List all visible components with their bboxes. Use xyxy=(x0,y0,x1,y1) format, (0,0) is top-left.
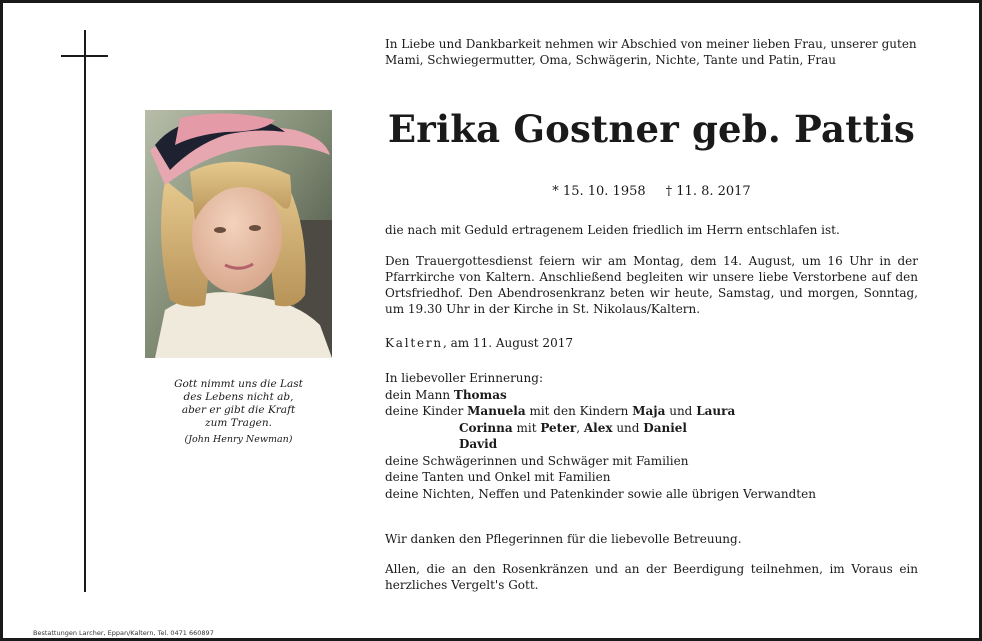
portrait-photo xyxy=(145,110,332,358)
mourner-name: David xyxy=(459,437,498,451)
place-town: Kaltern xyxy=(385,336,443,350)
thanks-text: Wir danken den Pflegerinnen für die liebevolle Betreuung. xyxy=(385,532,742,546)
mourner-husband xyxy=(385,387,918,404)
quote-line: aber er gibt die Kraft xyxy=(181,404,296,416)
mourner-child-2 xyxy=(385,420,918,437)
mourner-child-3 xyxy=(385,436,918,453)
mourner-inlaws: deine Schwägerinnen und Schwäger mit Familien xyxy=(385,453,689,468)
mourner-label: dein Mann xyxy=(385,387,454,402)
mourner-label: mit den Kindern xyxy=(525,404,633,418)
mourner-children xyxy=(385,403,918,420)
mourner-label: , xyxy=(576,420,584,435)
cross-icon xyxy=(84,30,86,592)
mourner-name: Alex xyxy=(583,420,613,435)
passing-text: die nach mit Geduld ertragenem Leiden friedlich im Herrn entschlafen ist. xyxy=(385,223,840,237)
mourner-name: Daniel xyxy=(643,420,687,435)
funeral-home-credit: Bestattungen Larcher, Eppan/Kaltern, Tel. 0471 660897 xyxy=(33,629,214,637)
mourner-name: Manuela xyxy=(467,404,526,418)
bible-quote xyxy=(145,378,332,446)
quote-line: Gott nimmt uns die Last xyxy=(174,378,303,390)
mourner-label: deine Kinder xyxy=(385,404,468,418)
quote-line: des Lebens nicht ab, xyxy=(183,391,294,403)
quote-author: (John Henry Newman) xyxy=(184,434,293,445)
death-date: † 11. 8. 2017 xyxy=(665,184,751,199)
place-date-text: , am 11. August 2017 xyxy=(442,336,573,350)
final-text: Allen, die an den Rosenkränzen und an der Beerdigung teilnehmen, im Voraus ein herzliches Vergelt's Gott. xyxy=(385,562,918,592)
birth-date: * 15. 10. 1958 xyxy=(552,184,646,199)
deceased-name: Erika Gostner geb. Pattis xyxy=(387,107,916,151)
mourner-name: Peter xyxy=(540,420,577,435)
mourner-aunts: deine Tanten und Onkel mit Familien xyxy=(385,470,611,484)
memory-intro: In liebevoller Erinnerung: xyxy=(385,371,543,385)
mourner-nieces: deine Nichten, Neffen und Patenkinder sowie alle übrigen Verwandten xyxy=(385,486,816,501)
mourner-label: und xyxy=(665,404,697,418)
mourner-label: und xyxy=(612,420,644,435)
life-dates xyxy=(385,183,918,201)
cross-icon-bar xyxy=(61,55,108,57)
intro-text: In Liebe und Dankbarkeit nehmen wir Abschied von meiner lieben Frau, unserer guten Mami, Schwiegermutter, Oma, Schwägerin, Nichte, Tante und Patin, Frau xyxy=(385,37,917,67)
mourner-name: Thomas xyxy=(453,387,507,402)
service-text: Den Trauergottesdienst feiern wir am Montag, dem 14. August, um 16 Uhr in der Pfarrkirche von Kaltern. Anschließend begleiten wir unsere liebe Verstorbene auf den Ortsfriedhof. Den Abendrosenkranz beten wir heute, Samstag, und morgen, Sonntag, um 19.30 Uhr in der Kirche in St. Nikolaus/Kaltern. xyxy=(385,254,918,316)
mourner-name: Laura xyxy=(696,404,736,418)
mourner-name: Corinna xyxy=(459,420,513,435)
mourners-list xyxy=(385,370,918,502)
mourner-label: mit xyxy=(512,420,541,435)
place-date xyxy=(385,335,918,351)
quote-line: zum Tragen. xyxy=(205,417,272,429)
mourner-name: Maja xyxy=(632,404,666,418)
